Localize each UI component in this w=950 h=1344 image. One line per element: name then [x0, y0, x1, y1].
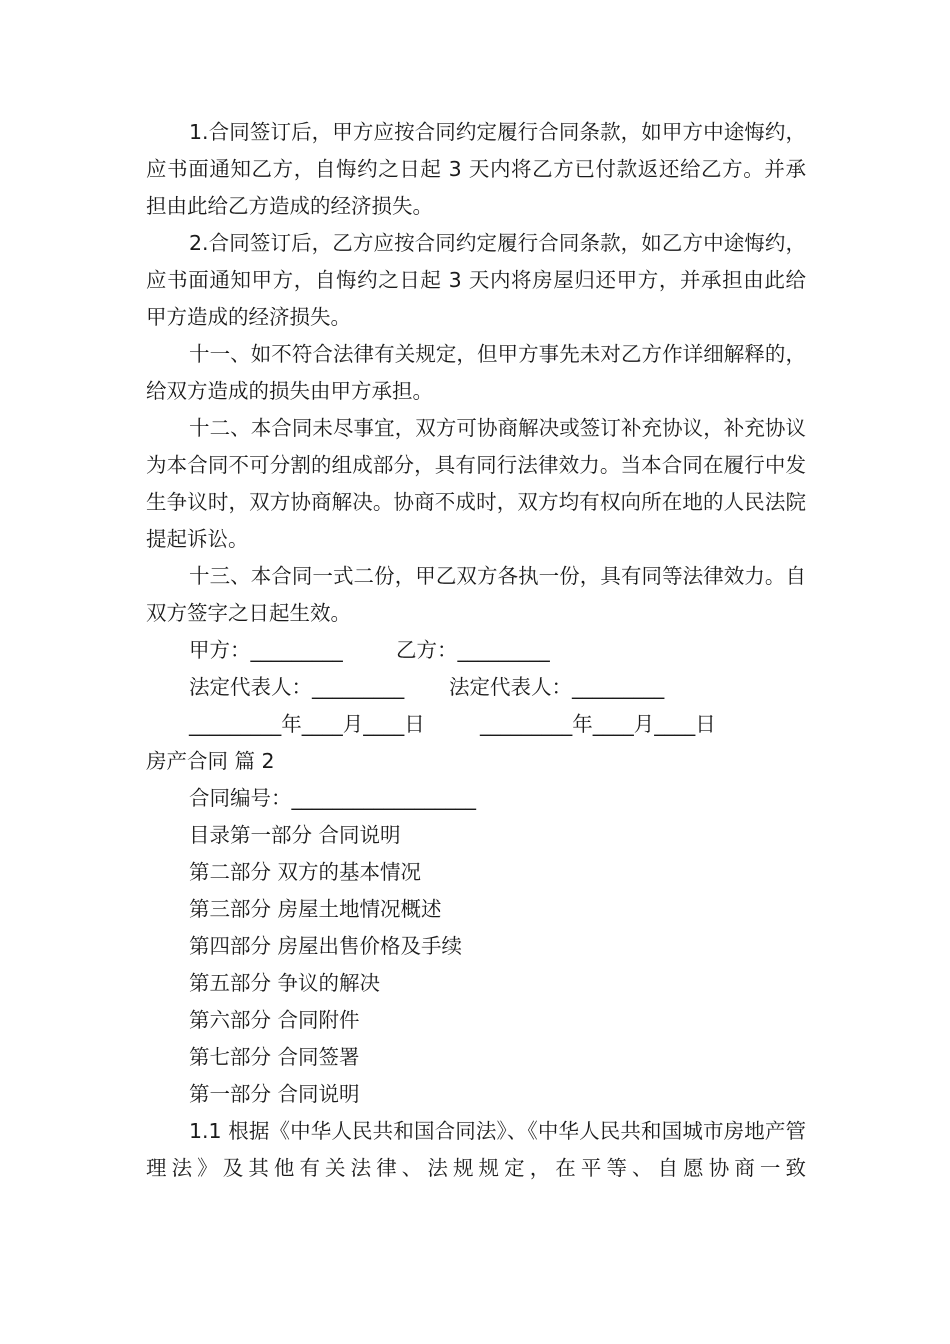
party-signature-row: [146, 632, 806, 669]
toc-item: 目录第一部分 合同说明: [189, 823, 401, 847]
date-b: _________年____月____日: [480, 712, 716, 736]
section-title: 房产合同 篇 2: [146, 749, 275, 773]
toc-item: 第七部分 合同签署: [189, 1045, 360, 1069]
toc-item: 第六部分 合同附件: [189, 1008, 360, 1032]
clause-1-1: 1.1 根据《中华人民共和国合同法》、《中华人民共和国城市房地产管理法》及其他有关法律、法规规定，在平等、自愿协商一致: [146, 1119, 806, 1180]
date-a: _________年____月____日: [189, 712, 425, 736]
party-a-signature: 甲方：_________: [189, 638, 343, 662]
representative-b-signature: 法定代表人：_________: [449, 675, 665, 699]
document-page: [146, 114, 806, 1187]
part-one-heading: 第一部分 合同说明: [189, 1082, 360, 1106]
clause-11: 十一、如不符合法律有关规定，但甲方事先未对乙方作详细解释的，给双方造成的损失由甲方承担。: [146, 342, 806, 403]
representative-a-signature: 法定代表人：_________: [189, 675, 405, 699]
clause-12: 十二、本合同未尽事宜，双方可协商解决或签订补充协议，补充协议为本合同不可分割的组成部分，具有同行法律效力。当本合同在履行中发生争议时，双方协商解决。协商不成时，双方均有权向所在地的人民法院提起诉讼。: [146, 416, 806, 551]
clause-13: 十三、本合同一式二份，甲乙双方各执一份，具有同等法律效力。自双方签字之日起生效。: [146, 564, 806, 625]
toc-item: 第五部分 争议的解决: [189, 971, 381, 995]
toc-item: 第四部分 房屋出售价格及手续: [189, 934, 463, 958]
date-row: [146, 706, 806, 743]
party-b-signature: 乙方：_________: [396, 638, 550, 662]
contract-number: 合同编号：__________________: [189, 786, 476, 810]
clause-2: 2.合同签订后，乙方应按合同约定履行合同条款，如乙方中途悔约，应书面通知甲方，自悔约之日起 3 天内将房屋归还甲方，并承担由此给甲方造成的经济损失。: [146, 231, 806, 329]
toc-item: 第二部分 双方的基本情况: [189, 860, 422, 884]
representative-signature-row: [146, 669, 806, 706]
toc-item: 第三部分 房屋土地情况概述: [189, 897, 442, 921]
clause-1: 1.合同签订后，甲方应按合同约定履行合同条款，如甲方中途悔约，应书面通知乙方，自悔约之日起 3 天内将乙方已付款返还给乙方。并承担由此给乙方造成的经济损失。: [146, 120, 806, 218]
